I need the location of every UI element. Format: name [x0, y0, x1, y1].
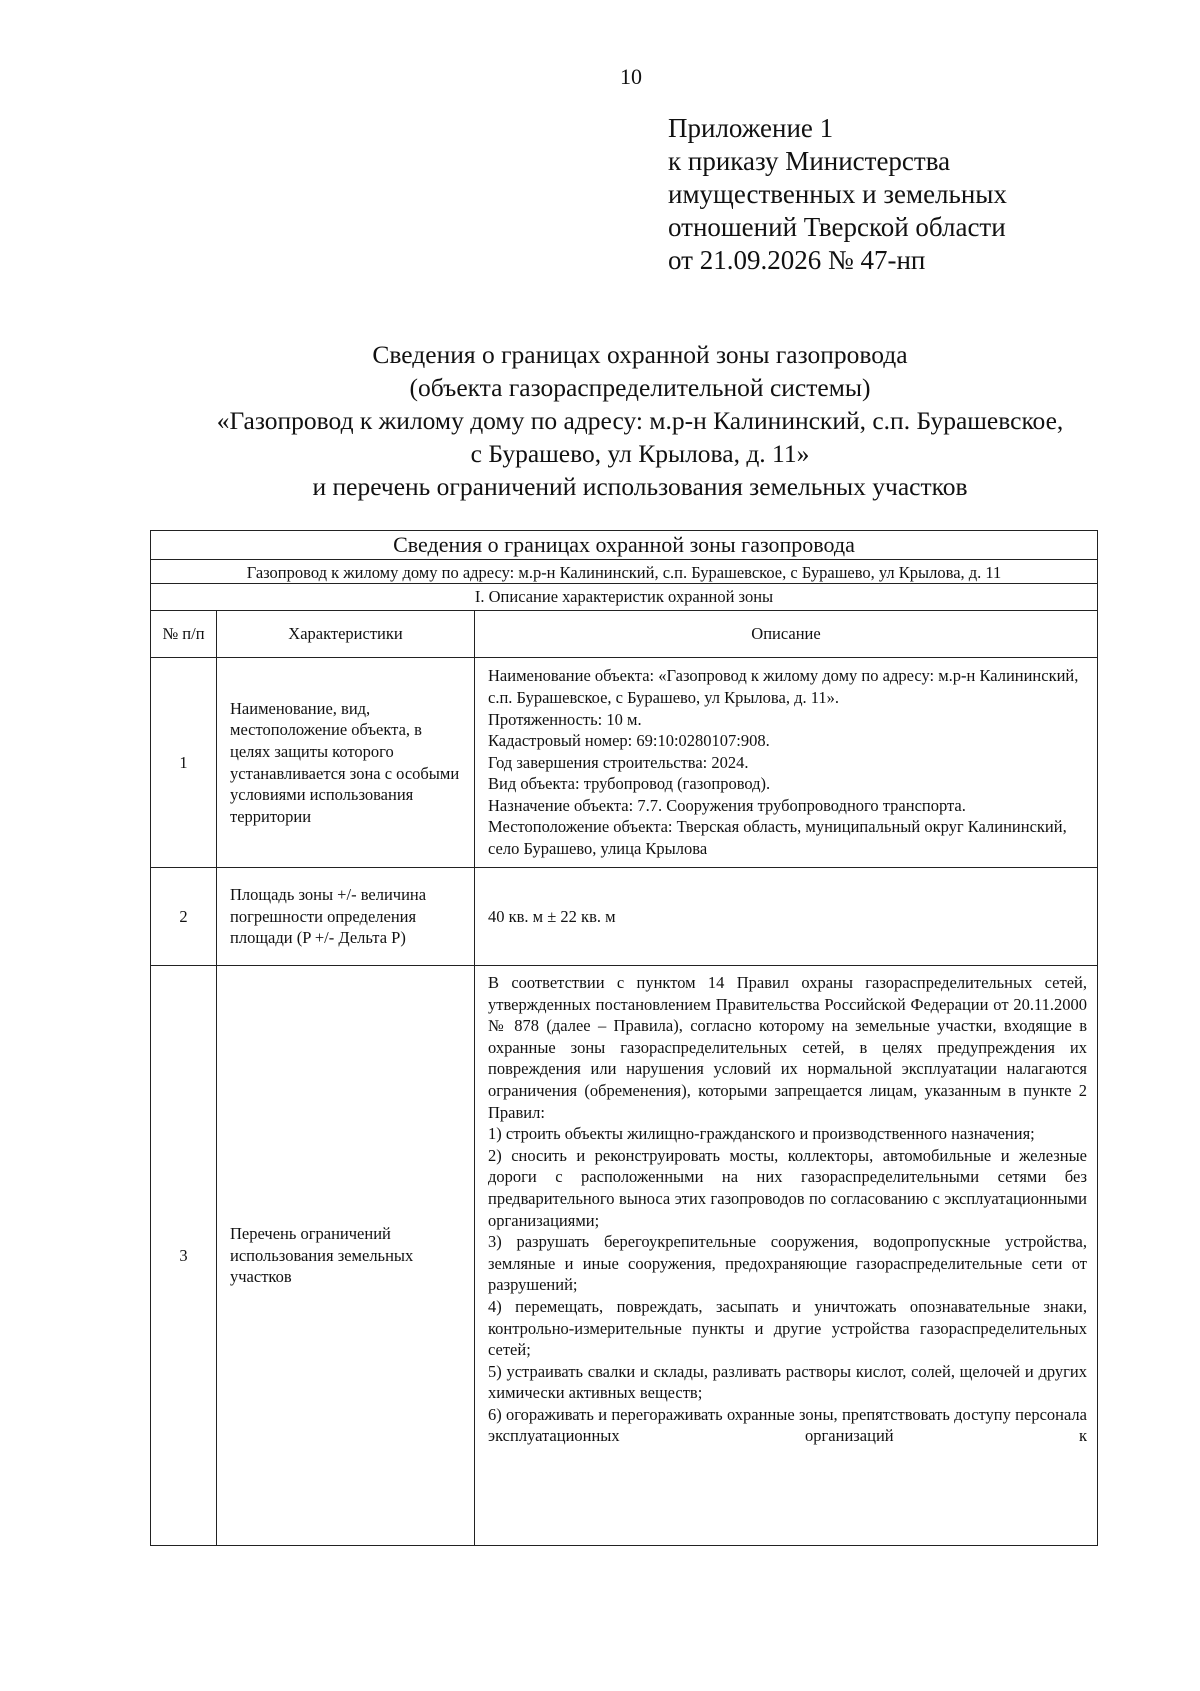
row-number: 2 [151, 868, 217, 966]
table-row [151, 658, 1098, 868]
description-line: 6) огораживать и перегораживать охранные зоны, препятствовать доступу персонала эксплуатационных организаций к [488, 1404, 1087, 1446]
description-line: Назначение объекта: 7.7. Сооружения трубопроводного транспорта. [488, 795, 966, 815]
description-line: 5) устраивать свалки и склады, разливать растворы кислот, солей, щелочей и других химически активных веществ; [488, 1361, 1087, 1403]
description-line: 4) перемещать, повреждать, засыпать и уничтожать опознавательные знаки, контрольно-измерительные пункты и другие устройства газораспределительных сетей; [488, 1296, 1087, 1360]
description-line: Местоположение объекта: Тверская область, муниципальный округ Калининский, село Бурашево, улица Крылова [488, 817, 1067, 859]
table-section-title: I. Описание характеристик охранной зоны [151, 584, 1098, 611]
title-line: (объекта газораспределительной системы) [409, 373, 871, 402]
description-line: 2) сносить и реконструировать мосты, коллекторы, автомобильные и железные дороги с расположенными на них газораспределительными сетями без предварительного выноса этих газопроводов по согласованию с эксплуатационными организациями; [488, 1145, 1087, 1230]
row-description [475, 966, 1098, 1546]
appendix-line: от 21.09.2026 № 47-нп [668, 245, 926, 275]
row-description [475, 658, 1098, 868]
description-line: Наименование объекта: «Газопровод к жилому дому по адресу: м.р-н Калининский, с.п. Бурашевское, с Бурашево, ул Крылова, д. 11». [488, 666, 1079, 707]
title-line: Сведения о границах охранной зоны газопровода [372, 340, 908, 369]
column-header-num: № п/п [151, 611, 217, 658]
appendix-block [668, 112, 1007, 277]
table-row [151, 868, 1098, 966]
appendix-line: к приказу Министерства [668, 146, 951, 176]
zone-table [150, 530, 1098, 1546]
row-characteristic: Наименование, вид, местоположение объекта, в целях защиты которого устанавливается зона с особыми условиями использования территории [217, 658, 475, 868]
description-line: 40 кв. м ± 22 кв. м [488, 906, 616, 926]
column-header-description: Описание [475, 611, 1098, 658]
description-line: 1) строить объекты жилищно-гражданского и производственного назначения; [488, 1124, 1035, 1144]
appendix-line: Приложение 1 [668, 113, 834, 143]
page-number: 10 [620, 64, 642, 89]
description-line: 3) разрушать берегоукрепительные сооружения, водопропускные устройства, земляные и иные сооружения, предохраняющие газораспределительные сети от разрушений; [488, 1232, 1087, 1295]
description-line: Год завершения строительства: 2024. [488, 752, 749, 772]
title-line: «Газопровод к жилому дому по адресу: м.р-н Калининский, с.п. Бурашевское, [216, 406, 1064, 435]
row-characteristic: Площадь зоны +/- величина погрешности определения площади (P +/- Дельта P) [217, 868, 475, 966]
description-line: Протяженность: 10 м. [488, 709, 642, 729]
row-number: 3 [151, 966, 217, 1546]
description-line: В соответствии с пунктом 14 Правил охраны газораспределительных сетей, утвержденных постановлением Правительства Российской Федерации от 20.11.2000 № 878 (далее – Правила), согласно которому на земельные участки, входящие в охранные зоны газораспределительных сетей, в целях предупреждения их повреждения или нарушения условий их нормальной эксплуатации налагаются ограничения (обременения), которыми запрещается лицам, указанным в пункте 2 Правил: [488, 973, 1087, 1122]
document-title [100, 338, 1180, 503]
appendix-line: имущественных и земельных [668, 179, 1007, 209]
appendix-line: отношений Тверской области [668, 212, 1006, 242]
row-description [475, 868, 1098, 966]
row-number: 1 [151, 658, 217, 868]
column-header-characteristics: Характеристики [217, 611, 475, 658]
table-heading: Сведения о границах охранной зоны газопровода [151, 531, 1098, 560]
table-row [151, 966, 1098, 1546]
row-characteristic: Перечень ограничений использования земельных участков [217, 966, 475, 1546]
title-line: и перечень ограничений использования земельных участков [312, 472, 968, 501]
description-line: Кадастровый номер: 69:10:0280107:908. [488, 731, 770, 751]
description-line: Вид объекта: трубопровод (газопровод). [488, 774, 771, 794]
table-object-name: Газопровод к жилому дому по адресу: м.р-н Калининский, с.п. Бурашевское, с Бурашево, ул Крылова, д. 11 [151, 560, 1098, 584]
title-line: с Бурашево, ул Крылова, д. 11» [470, 439, 810, 468]
